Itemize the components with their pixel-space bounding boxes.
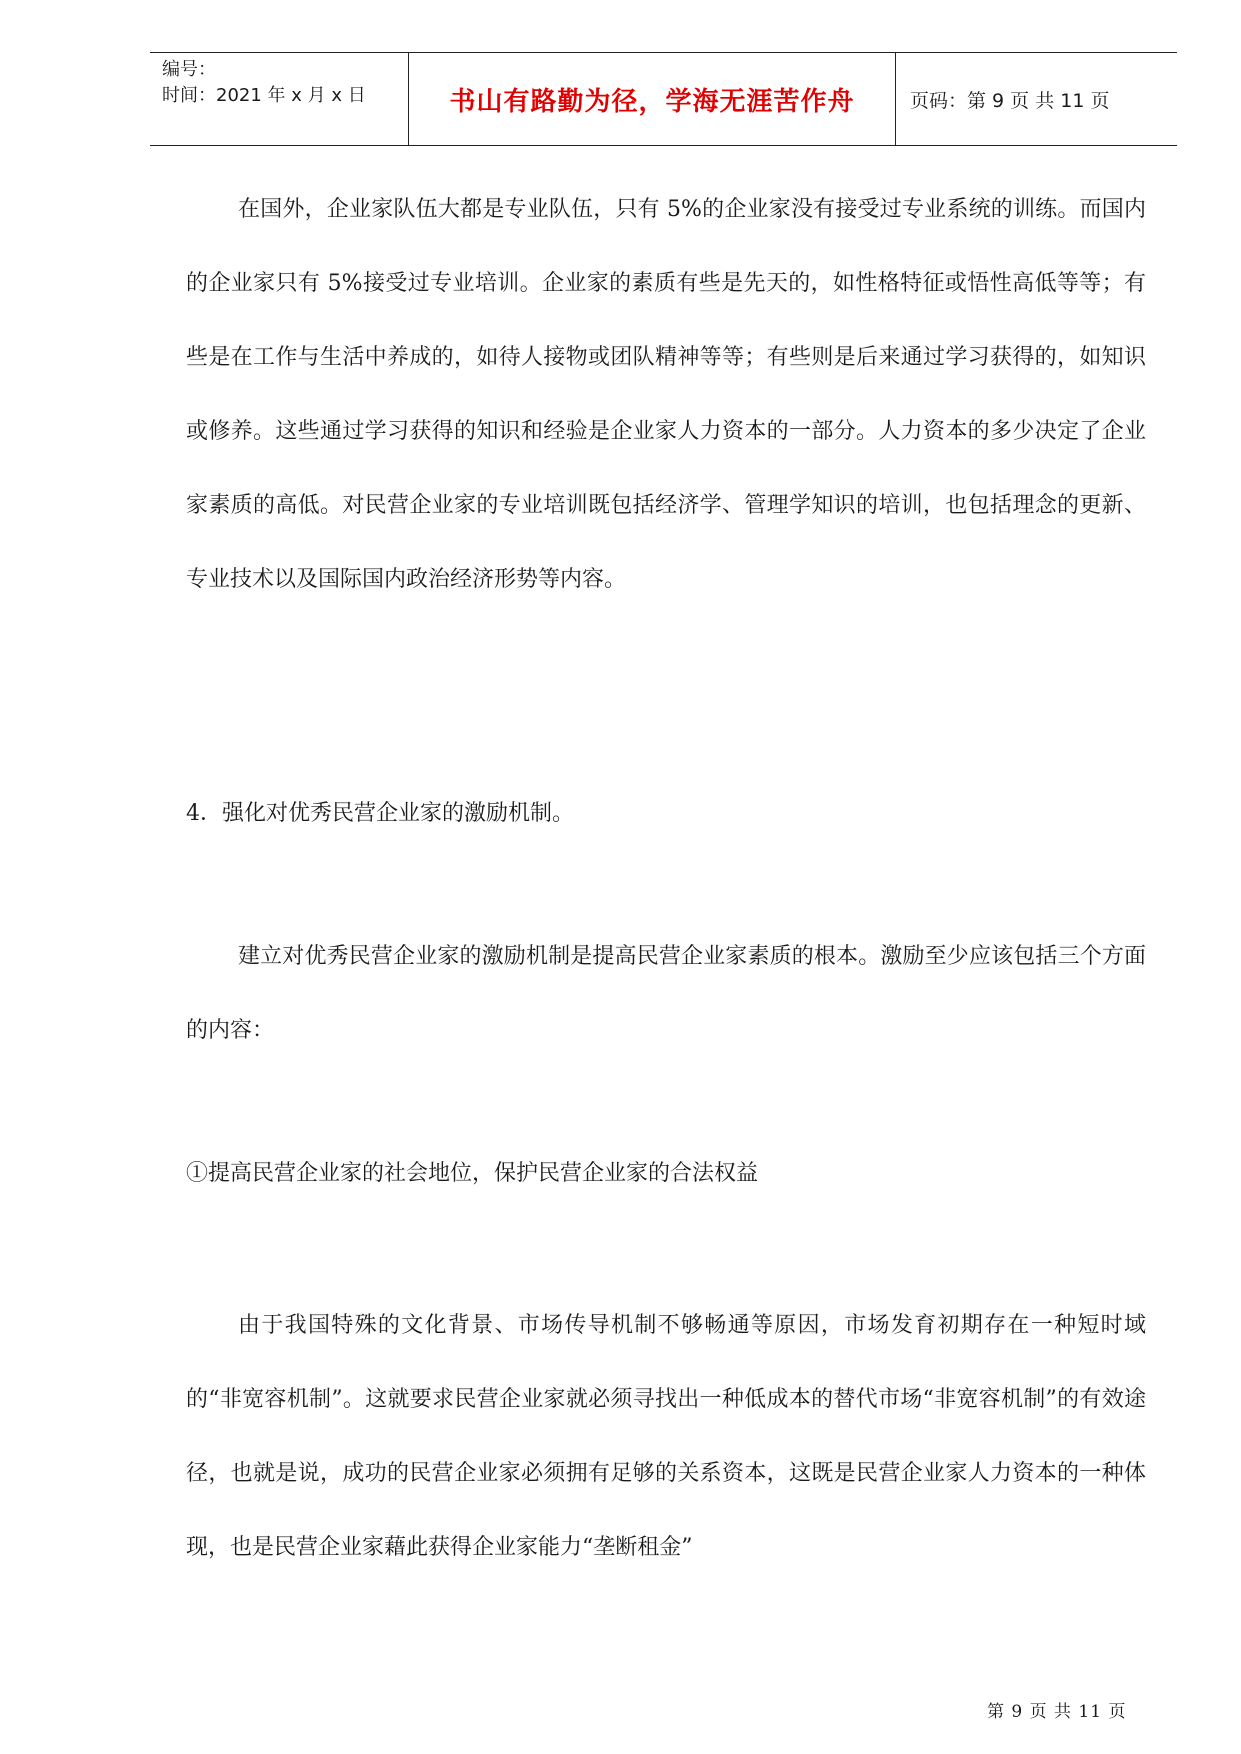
body-paragraph-3: 由于我国特殊的文化背景、市场传导机制不够畅通等原因，市场发育初期存在一种短时域的“非宽容机制”。这就要求民营企业家就必须寻找出一种低成本的替代市场“非宽容机制”的有效途径，也就是说，成功的民营企业家必须拥有足够的关系资本，这既是民营企业家人力资本的一种体现，也是民营企业家藉此获得企业家能力“垄断租金” [186, 1313, 1146, 1560]
document-number-label: 编号： [162, 59, 216, 80]
section-heading-4: 4．强化对优秀民营企业家的激励机制。 [186, 801, 574, 826]
list-item-1: ①提高民营企业家的社会地位，保护民营企业家的合法权益 [186, 1161, 759, 1186]
page-footer: 第 9 页 共 11 页 [987, 1702, 1127, 1722]
page-header [150, 52, 1177, 146]
document-date-label: 时间：2021 年 x 月 x 日 [162, 85, 366, 106]
header-motto: 书山有路勤为径，学海无涯苦作舟 [409, 53, 896, 145]
header-page-number: 页码：第 9 页 共 11 页 [910, 89, 1110, 112]
body-paragraph-2: 建立对优秀民营企业家的激励机制是提高民营企业家素质的根本。激励至少应该包括三个方面的内容： [186, 944, 1146, 1043]
body-paragraph-1: 在国外，企业家队伍大都是专业队伍，只有 5%的企业家没有接受过专业系统的训练。而国内的企业家只有 5%接受过专业培训。企业家的素质有些是先天的，如性格特征或悟性高低等等；有些是在工作与生活中养成的，如待人接物或团队精神等等；有些则是后来通过学习获得的，如知识或修养。这些通过学习获得的知识和经验是企业家人力资本的一部分。人力资本的多少决定了企业家素质的高低。对民营企业家的专业培训既包括经济学、管理学知识的培训，也包括理念的更新、专业技术以及国际国内政治经济形势等内容。 [186, 197, 1146, 592]
header-meta [150, 53, 409, 145]
